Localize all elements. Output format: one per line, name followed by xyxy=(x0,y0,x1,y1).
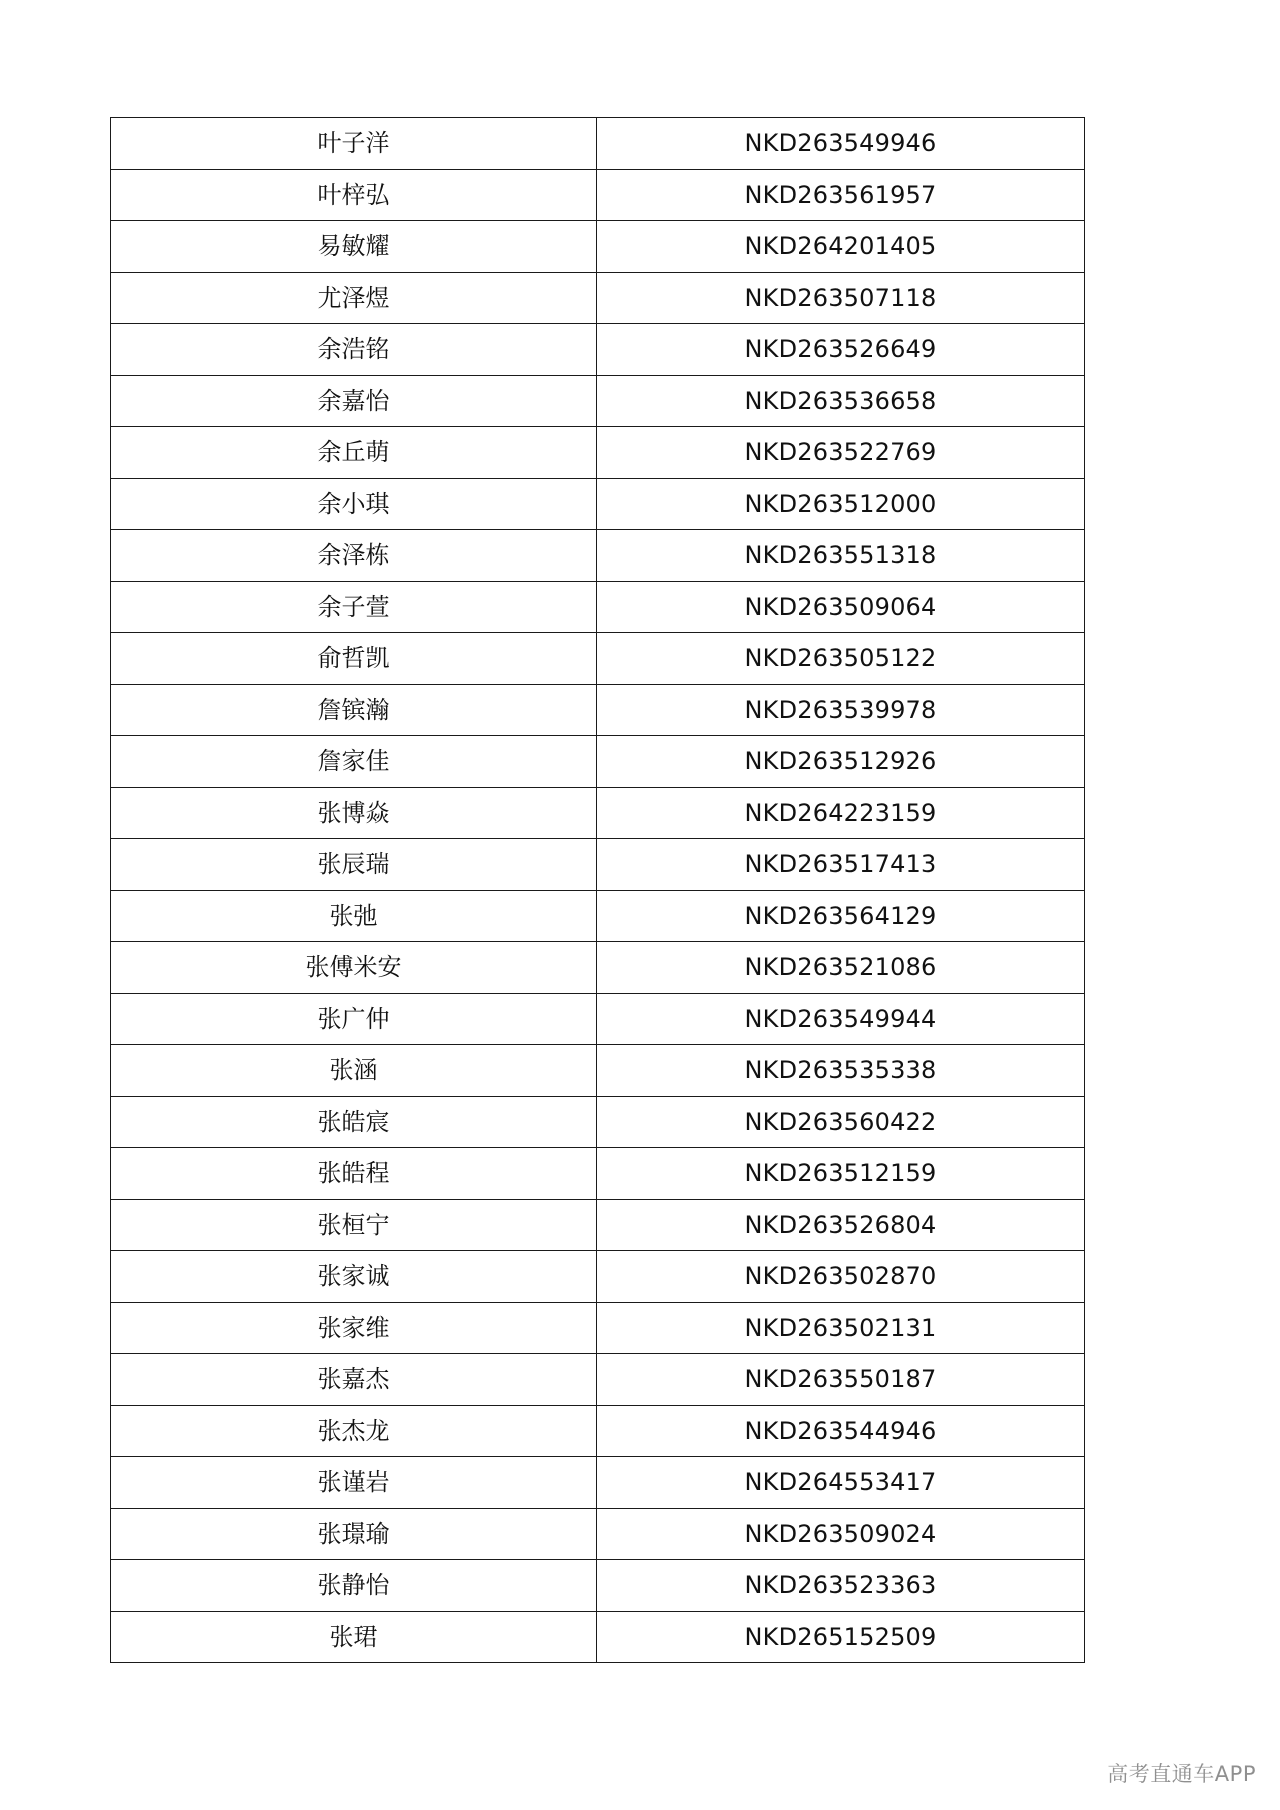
registration-id-cell: NKD263564129 xyxy=(597,890,1085,942)
registration-id-cell: NKD263505122 xyxy=(597,633,1085,685)
student-name-cell: 余浩铭 xyxy=(111,324,597,376)
table-row xyxy=(111,942,1085,994)
student-name-cell: 叶梓弘 xyxy=(111,169,597,221)
table-row xyxy=(111,1560,1085,1612)
table-row xyxy=(111,530,1085,582)
table-row xyxy=(111,1096,1085,1148)
student-name-cell: 易敏耀 xyxy=(111,221,597,273)
student-name-cell: 余泽栋 xyxy=(111,530,597,582)
registration-id-cell: NKD263526804 xyxy=(597,1199,1085,1251)
table-row xyxy=(111,890,1085,942)
registration-id-cell: NKD264223159 xyxy=(597,787,1085,839)
student-name-cell: 张博焱 xyxy=(111,787,597,839)
registration-id-cell: NKD263522769 xyxy=(597,427,1085,479)
table-row xyxy=(111,993,1085,1045)
table-row xyxy=(111,684,1085,736)
student-name-cell: 叶子洋 xyxy=(111,118,597,170)
table-row xyxy=(111,272,1085,324)
table-row xyxy=(111,581,1085,633)
student-name-cell: 尤泽煜 xyxy=(111,272,597,324)
registration-id-cell: NKD263523363 xyxy=(597,1560,1085,1612)
table-row xyxy=(111,1302,1085,1354)
registration-id-cell: NKD263549944 xyxy=(597,993,1085,1045)
student-name-cell: 张涵 xyxy=(111,1045,597,1097)
student-name-cell: 余小琪 xyxy=(111,478,597,530)
student-name-cell: 张嘉杰 xyxy=(111,1354,597,1406)
registration-id-cell: NKD263550187 xyxy=(597,1354,1085,1406)
student-name-cell: 张谨岩 xyxy=(111,1457,597,1509)
student-name-cell: 詹家佳 xyxy=(111,736,597,788)
roster-table-container xyxy=(110,117,1082,1663)
table-row xyxy=(111,787,1085,839)
table-row xyxy=(111,118,1085,170)
registration-id-cell: NKD263561957 xyxy=(597,169,1085,221)
registration-id-cell: NKD263509024 xyxy=(597,1508,1085,1560)
table-row xyxy=(111,1251,1085,1303)
student-name-cell: 余嘉怡 xyxy=(111,375,597,427)
table-row xyxy=(111,1148,1085,1200)
registration-id-cell: NKD263535338 xyxy=(597,1045,1085,1097)
registration-id-cell: NKD263509064 xyxy=(597,581,1085,633)
student-name-cell: 张家维 xyxy=(111,1302,597,1354)
table-row xyxy=(111,839,1085,891)
table-row xyxy=(111,221,1085,273)
registration-id-cell: NKD263551318 xyxy=(597,530,1085,582)
student-name-cell: 张皓宸 xyxy=(111,1096,597,1148)
student-name-cell: 张广仲 xyxy=(111,993,597,1045)
registration-id-cell: NKD263560422 xyxy=(597,1096,1085,1148)
student-name-cell: 张静怡 xyxy=(111,1560,597,1612)
table-row xyxy=(111,1508,1085,1560)
table-row xyxy=(111,478,1085,530)
registration-id-cell: NKD263544946 xyxy=(597,1405,1085,1457)
student-name-cell: 张傅米安 xyxy=(111,942,597,994)
registration-id-cell: NKD263517413 xyxy=(597,839,1085,891)
registration-id-cell: NKD264201405 xyxy=(597,221,1085,273)
student-name-cell: 张珺 xyxy=(111,1611,597,1663)
table-row xyxy=(111,1405,1085,1457)
table-row xyxy=(111,427,1085,479)
student-name-cell: 张皓程 xyxy=(111,1148,597,1200)
table-row xyxy=(111,1199,1085,1251)
table-row xyxy=(111,1457,1085,1509)
table-row xyxy=(111,633,1085,685)
student-name-cell: 张杰龙 xyxy=(111,1405,597,1457)
table-row xyxy=(111,169,1085,221)
student-name-cell: 詹镔瀚 xyxy=(111,684,597,736)
table-row xyxy=(111,375,1085,427)
roster-table xyxy=(110,117,1085,1663)
registration-id-cell: NKD263512000 xyxy=(597,478,1085,530)
student-name-cell: 张璟瑜 xyxy=(111,1508,597,1560)
watermark-text: 高考直通车APP xyxy=(1107,1762,1256,1786)
table-row xyxy=(111,1045,1085,1097)
registration-id-cell: NKD263521086 xyxy=(597,942,1085,994)
student-name-cell: 张弛 xyxy=(111,890,597,942)
student-name-cell: 余子萱 xyxy=(111,581,597,633)
student-name-cell: 余丘萌 xyxy=(111,427,597,479)
registration-id-cell: NKD263502870 xyxy=(597,1251,1085,1303)
table-row xyxy=(111,1354,1085,1406)
registration-id-cell: NKD263536658 xyxy=(597,375,1085,427)
registration-id-cell: NKD263512159 xyxy=(597,1148,1085,1200)
student-name-cell: 俞哲凯 xyxy=(111,633,597,685)
registration-id-cell: NKD263507118 xyxy=(597,272,1085,324)
student-name-cell: 张桓宁 xyxy=(111,1199,597,1251)
registration-id-cell: NKD263502131 xyxy=(597,1302,1085,1354)
student-name-cell: 张家诚 xyxy=(111,1251,597,1303)
registration-id-cell: NKD263549946 xyxy=(597,118,1085,170)
registration-id-cell: NKD263512926 xyxy=(597,736,1085,788)
student-name-cell: 张辰瑞 xyxy=(111,839,597,891)
table-row xyxy=(111,736,1085,788)
roster-table-body xyxy=(111,118,1085,1663)
table-row xyxy=(111,324,1085,376)
registration-id-cell: NKD263539978 xyxy=(597,684,1085,736)
registration-id-cell: NKD264553417 xyxy=(597,1457,1085,1509)
table-row xyxy=(111,1611,1085,1663)
registration-id-cell: NKD263526649 xyxy=(597,324,1085,376)
registration-id-cell: NKD265152509 xyxy=(597,1611,1085,1663)
